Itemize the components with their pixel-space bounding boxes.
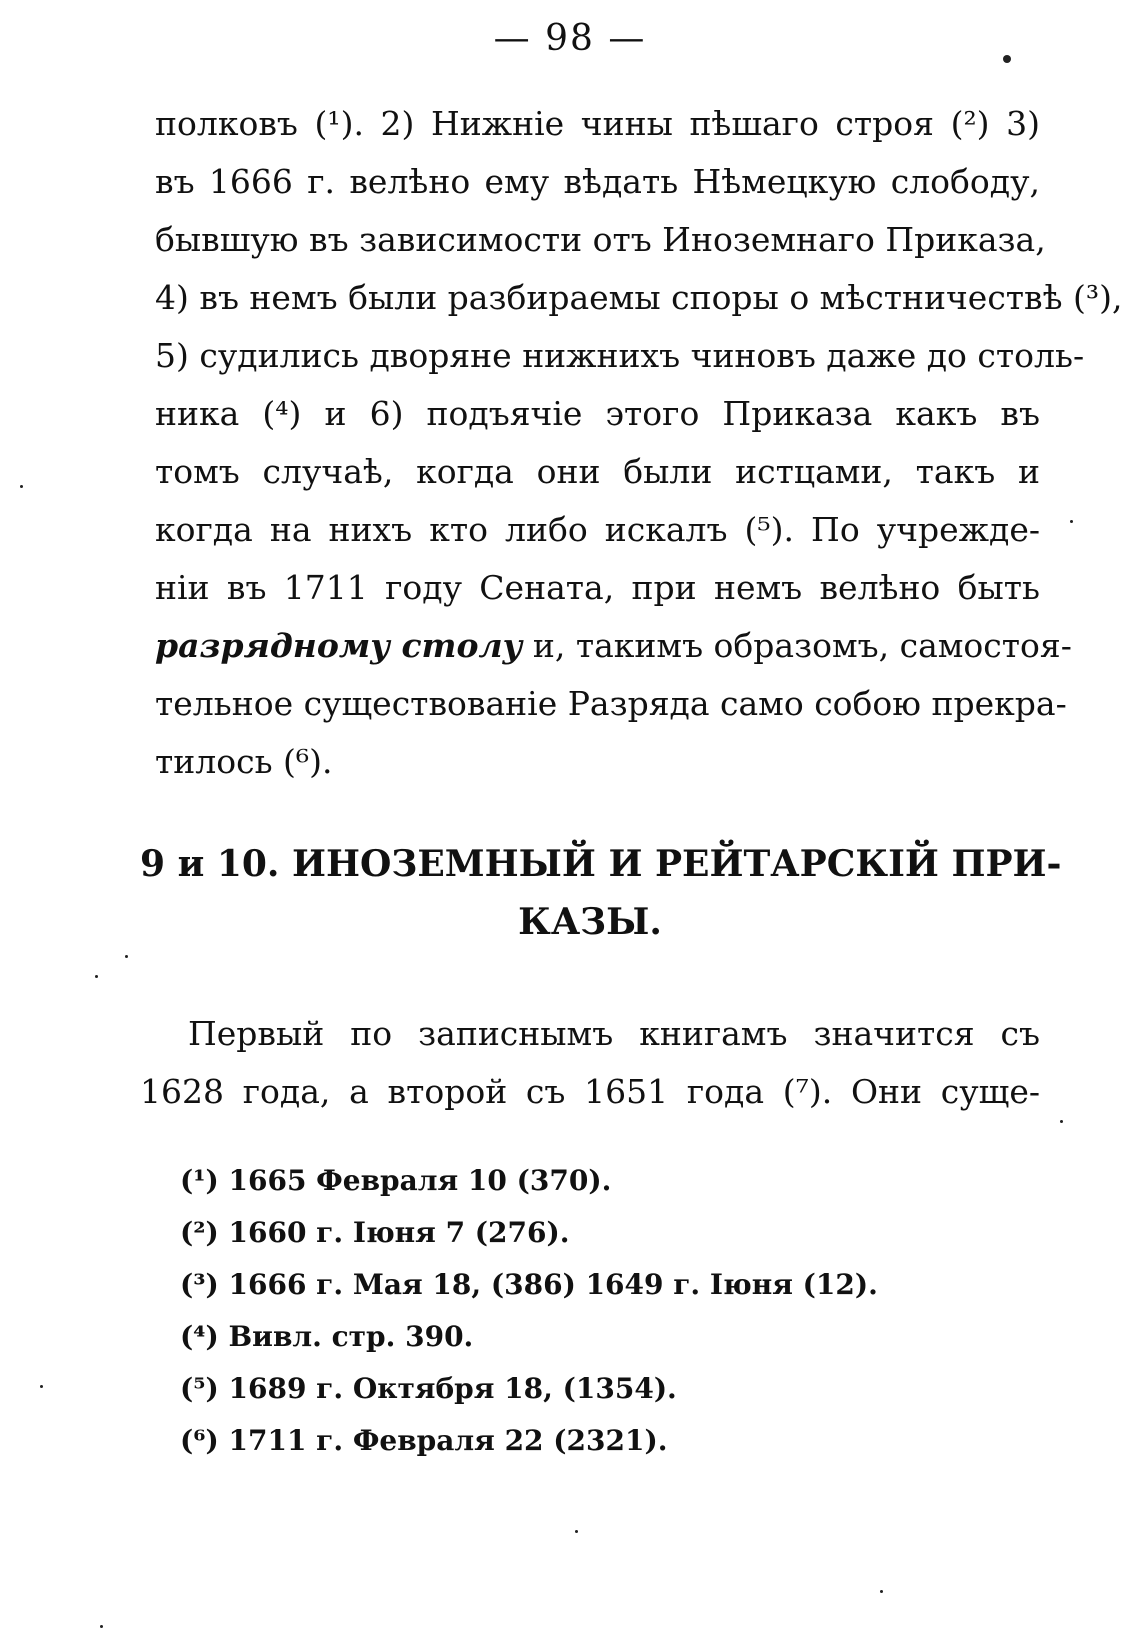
paragraph-2 [140, 1005, 1040, 1121]
text-line: тилось (⁶). [155, 742, 333, 781]
text-line: полковъ (¹). 2) Нижніе чины пѣшаго строя (²) 3) [155, 104, 1040, 143]
scan-speck [20, 485, 23, 488]
text-line: бывшую въ зависимости отъ Иноземнаго Приказа, [155, 220, 1046, 259]
footnote: (³) 1666 г. Мая 18, (386) 1649 г. Іюня (12). [180, 1268, 878, 1301]
footnote: (¹) 1665 Февраля 10 (370). [180, 1164, 612, 1197]
text-line-with-italic [155, 617, 1072, 675]
section-heading [140, 835, 1062, 951]
footnote: (⁴) Вивл. стр. 390. [180, 1320, 474, 1353]
section-heading-line-2: КАЗЫ. [518, 901, 662, 943]
page-number: — 98 — [493, 18, 647, 59]
text-fragment: и, такимъ образомъ, самостоя- [522, 626, 1072, 665]
text-line: томъ случаѣ, когда они были истцами, такъ и [155, 452, 1040, 491]
text-line: тельное существованіе Разряда само собою прекра- [155, 684, 1067, 723]
italic-term: разрядному столу [155, 626, 523, 665]
scan-speck [40, 1385, 43, 1388]
footnotes [180, 1155, 940, 1467]
text-line: 4) въ немъ были разбираемы споры о мѣстничествѣ (³), [155, 278, 1123, 317]
scan-speck [880, 1590, 883, 1593]
scan-speck [1003, 55, 1011, 63]
scan-speck [125, 955, 128, 958]
scan-speck [100, 1625, 103, 1628]
text-line: ника (⁴) и 6) подъячіе этого Приказа какъ въ [155, 394, 1040, 433]
section-heading-line-1: 9 и 10. ИНОЗЕМНЫЙ И РЕЙТАРСКІЙ ПРИ- [140, 843, 1062, 885]
text-line: 5) судились дворяне нижнихъ чиновъ даже до столь- [155, 336, 1085, 375]
scan-speck [1060, 1120, 1063, 1123]
footnote: (²) 1660 г. Іюня 7 (276). [180, 1216, 570, 1249]
footnote: (⁵) 1689 г. Октября 18, (1354). [180, 1372, 677, 1405]
text-line: въ 1666 г. велѣно ему вѣдать Нѣмецкую слободу, [155, 162, 1040, 201]
scan-speck [575, 1530, 578, 1533]
paragraph-1 [155, 95, 1123, 791]
text-line: 1628 года, а второй съ 1651 года (⁷). Они суще- [140, 1072, 1040, 1111]
text-line: когда на нихъ кто либо искалъ (⁵). По учрежде- [155, 510, 1040, 549]
scan-speck [95, 975, 98, 978]
text-line: Первый по записнымъ книгамъ значится съ [188, 1014, 1040, 1053]
text-line: ніи въ 1711 году Сената, при немъ велѣно быть [155, 568, 1040, 607]
footnote: (⁶) 1711 г. Февраля 22 (2321). [180, 1424, 668, 1457]
scan-speck [1070, 520, 1073, 523]
